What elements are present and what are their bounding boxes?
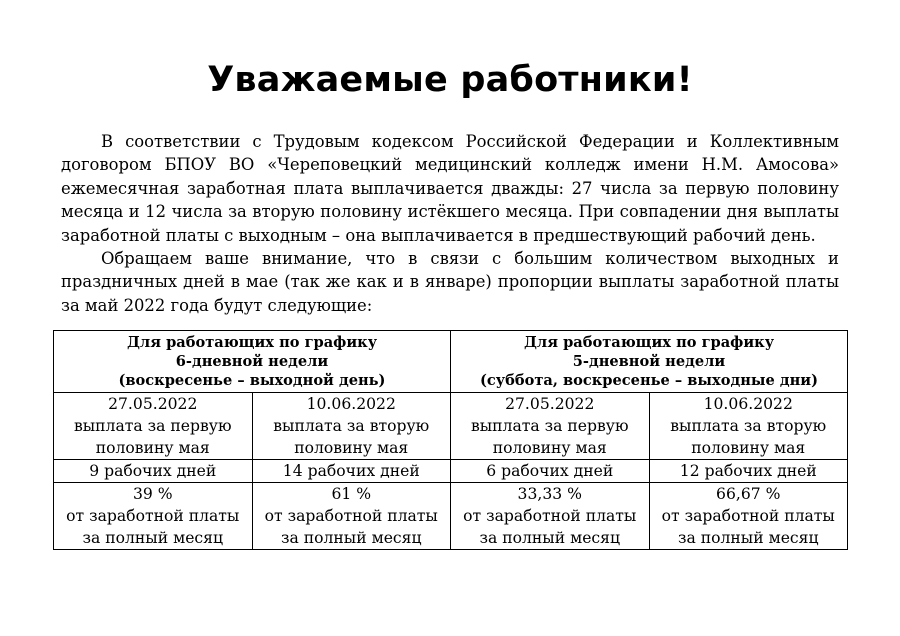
percent-desc: за полный месяц [82, 529, 224, 547]
date-cell [54, 393, 253, 460]
working-days-cell: 9 рабочих дней [54, 460, 253, 483]
percent-cell [252, 483, 451, 550]
payment-date: 27.05.2022 [505, 395, 595, 413]
working-days-cell: 12 рабочих дней [649, 460, 848, 483]
percent-desc: от заработной платы [264, 507, 438, 525]
working-days-cell: 14 рабочих дней [252, 460, 451, 483]
payment-desc: половину мая [492, 439, 607, 457]
payment-desc: выплата за вторую [670, 417, 827, 435]
header-six-day-week [54, 331, 451, 393]
percent-desc: за полный месяц [280, 529, 422, 547]
percent-cell [451, 483, 650, 550]
working-days-cell: 6 рабочих дней [451, 460, 650, 483]
paragraph-may-proportions: Обращаем ваше внимание, что в связи с большим количеством выходных и праздничных дней в мае (так же как и в январе) пропорции выплаты заработной платы за май 2022 года будут следующие: [61, 249, 839, 315]
percent-value: 66,67 % [716, 485, 781, 503]
payment-date: 27.05.2022 [108, 395, 198, 413]
percent-value: 39 % [132, 485, 173, 503]
header-line: 5-дневной недели [572, 353, 726, 370]
percent-desc: за полный месяц [479, 529, 621, 547]
payment-desc: половину мая [294, 439, 409, 457]
date-cell [649, 393, 848, 460]
notice-body [61, 130, 839, 317]
payment-desc: выплата за вторую [273, 417, 430, 435]
percent-cell [649, 483, 848, 550]
header-line: (воскресенье – выходной день) [118, 372, 386, 389]
payment-date: 10.06.2022 [703, 395, 793, 413]
header-line: (суббота, воскресенье – выходные дни) [479, 372, 819, 389]
header-line: Для работающих по графику [523, 334, 775, 351]
payment-desc: выплата за первую [73, 417, 232, 435]
date-cell [252, 393, 451, 460]
payment-desc: выплата за первую [470, 417, 629, 435]
date-cell [451, 393, 650, 460]
percent-value: 61 % [331, 485, 372, 503]
header-line: Для работающих по графику [126, 334, 378, 351]
payment-desc: половину мая [691, 439, 806, 457]
percent-desc: от заработной платы [661, 507, 835, 525]
percent-desc: от заработной платы [66, 507, 240, 525]
header-line: 6-дневной недели [175, 353, 329, 370]
percent-cell [54, 483, 253, 550]
payment-desc: половину мая [95, 439, 210, 457]
percent-desc: за полный месяц [677, 529, 819, 547]
page-title: Уважаемые работники! [207, 60, 693, 100]
table-header-row [54, 331, 848, 393]
percent-desc: от заработной платы [463, 507, 637, 525]
percent-value: 33,33 % [517, 485, 582, 503]
table-row-days [54, 460, 848, 483]
table-row-dates [54, 393, 848, 460]
payment-date: 10.06.2022 [306, 395, 396, 413]
payment-schedule-table [53, 330, 848, 550]
table-row-percent [54, 483, 848, 550]
header-five-day-week [451, 331, 848, 393]
paragraph-payment-rules: В соответствии с Трудовым кодексом Российской Федерации и Коллективным договором БПОУ ВО «Череповецкий медицинский колледж имени Н.М. Амосова» ежемесячная заработная плата выплачивается дважды: 27 числа за первую половину месяца и 12 числа за вторую половину истёкшего месяца. При совпадении дня выплаты заработной платы с выходным – она выплачивается в предшествующий рабочий день. [61, 132, 839, 245]
